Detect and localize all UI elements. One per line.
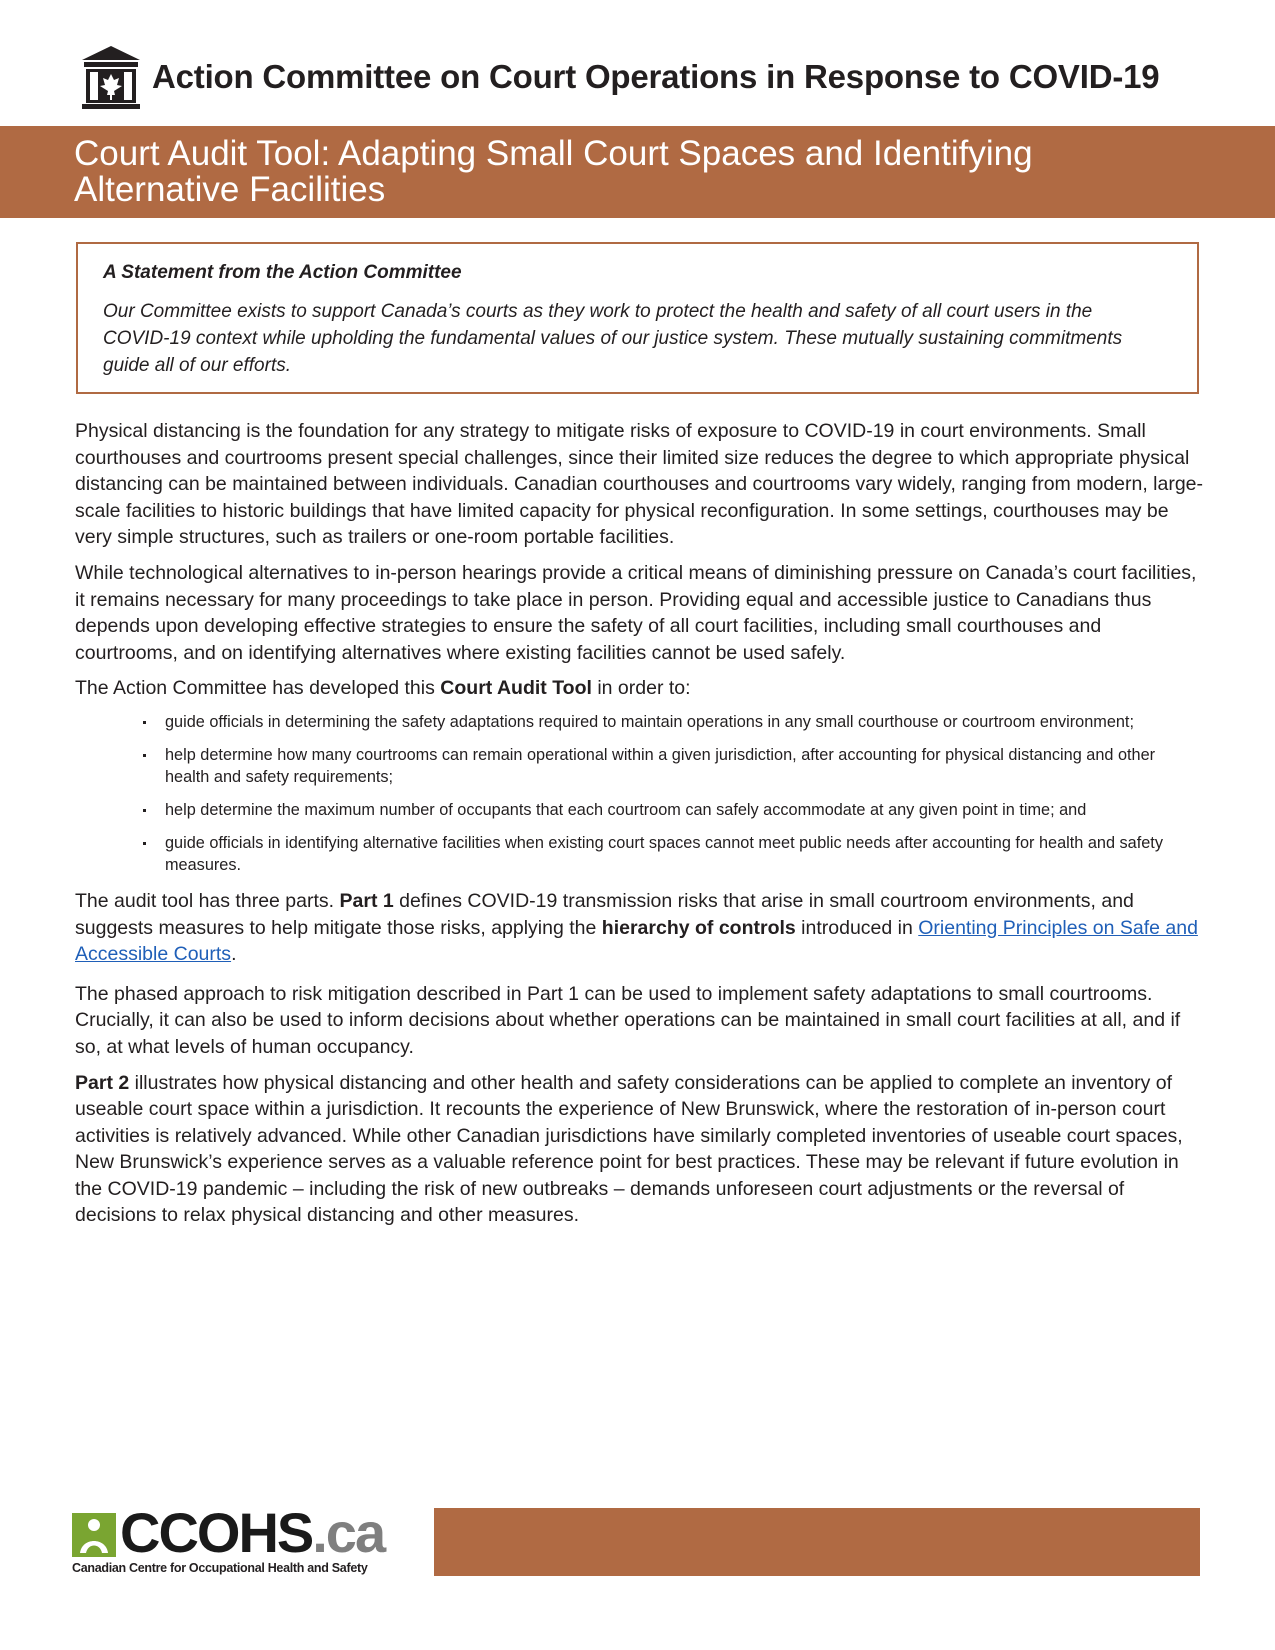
document-header bbox=[80, 40, 1230, 110]
paragraph-parts: The audit tool has three parts. Part 1 defines COVID-19 transmission risks that arise in small courtroom environments, and suggests measures to help mitigate those risks, applying the hierarchy of controls introduced in Orienting Principles on Safe and Accessible Courts. bbox=[75, 889, 1198, 966]
paragraph-part2: Part 2 illustrates how physical distancing and other health and safety considerations can be applied to complete an inventory of useable court space within a jurisdiction. It recounts the experience of New Brunswick, where the restoration of in-person court activities is relatively advanced. While other Canadian jurisdictions have similarly completed inventories of useable court spaces, New Brunswick’s experience serves as a valuable reference point for best practices. These may be relevant if future evolution in the COVID-19 pandemic – including the risk of new outbreaks – demands unforeseen court adjustments or the reversal of decisions to relax physical distancing and other measures. bbox=[75, 1071, 1183, 1227]
list-item: help determine how many courtrooms can remain operational within a given jurisdiction, after accounting for physical distancing and other health and safety requirements; bbox=[153, 744, 1165, 788]
ccohs-wordmark: CCOHS.ca bbox=[120, 1501, 385, 1564]
statement-text: Our Committee exists to support Canada’s courts as they work to protect the health and safety of all court users in the COVID-19 context while upholding the fundamental values of our justice system. These mutually sustaining commitments guide all of our efforts. bbox=[103, 301, 1123, 376]
paragraph-alternatives: While technological alternatives to in-person hearings provide a critical means of diminishing pressure on Canada’s court facilities, it remains necessary for many proceedings to take place in person. Providing equal and accessible justice to Canadians thus depends upon developing effective strategies to ensure the safety of all court facilities, including small courthouses and courtrooms, and on identifying alternatives where existing facilities cannot be used safely. bbox=[75, 561, 1197, 664]
ccohs-logo bbox=[72, 1501, 417, 1575]
statement-box bbox=[76, 242, 1199, 394]
org-title: Action Committee on Court Operations in Response to COVID-19 bbox=[152, 58, 1160, 95]
paragraph-purpose: The Action Committee has developed this Court Audit Tool in order to: bbox=[75, 677, 691, 700]
ccohs-figure-icon bbox=[72, 1513, 116, 1557]
paragraph-phased-approach: The phased approach to risk mitigation described in Part 1 can be used to implement safety adaptations to small courtrooms. Crucially, it can also be used to inform decisions about whether operations can be maintained in small court facilities at all, and if so, at what levels of human occupancy. bbox=[75, 982, 1181, 1058]
list-item: guide officials in determining the safety adaptations required to maintain operations in any small courthouse or courtroom environment; bbox=[153, 711, 1165, 733]
paragraph-intro: Physical distancing is the foundation for any strategy to mitigate risks of exposure to COVID-19 in court environments. Small courthouses and courtrooms present special challenges, since their limited size reduces the degree to which appropriate physical distancing can be maintained between individuals. Canadian courthouses and courtrooms vary widely, ranging from modern, large-scale facilities to historic buildings that have limited capacity for physical reconfiguration. In some settings, courthouses may be very simple structures, such as trailers or one-room portable facilities. bbox=[75, 420, 1204, 549]
document-title: Court Audit Tool: Adapting Small Court Spaces and Identifying Alternative Facilities bbox=[74, 134, 1033, 209]
body-content bbox=[75, 418, 1205, 1238]
orienting-principles-link[interactable]: Orienting Principles on Safe and Accessible Courts bbox=[75, 916, 1198, 966]
list-item: guide officials in identifying alternative facilities when existing court spaces cannot meet public needs after accounting for health and safety measures. bbox=[153, 832, 1165, 876]
title-banner bbox=[0, 126, 1275, 218]
footer-accent-bar bbox=[434, 1508, 1200, 1576]
purpose-list bbox=[75, 711, 1205, 876]
courthouse-icon bbox=[80, 44, 142, 110]
ccohs-subtitle: Canadian Centre for Occupational Health and Safety bbox=[72, 1561, 368, 1575]
list-item: help determine the maximum number of occupants that each courtroom can safely accommodate at any given point in time; and bbox=[153, 799, 1165, 821]
statement-heading: A Statement from the Action Committee bbox=[103, 262, 462, 283]
